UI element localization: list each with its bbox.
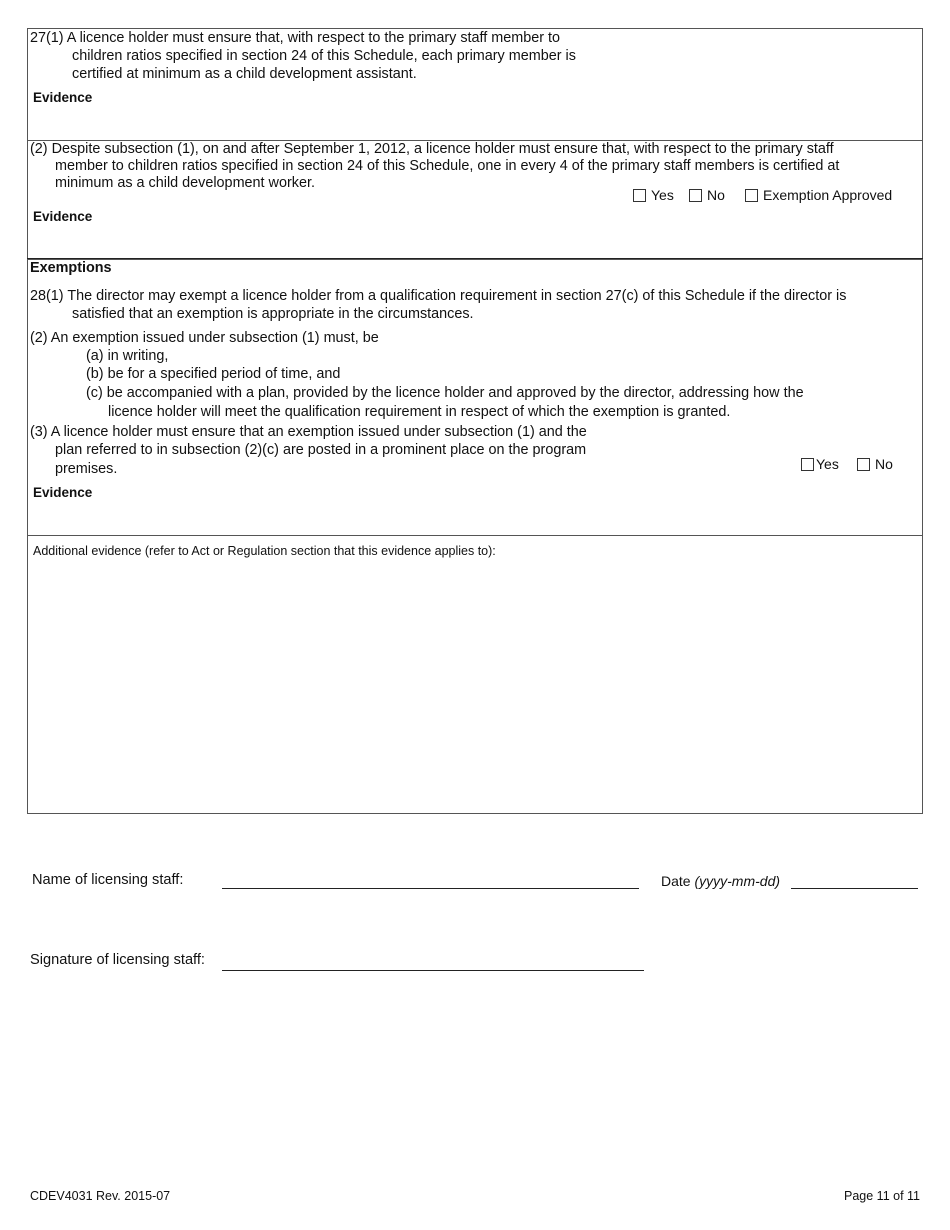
s28-yes-checkbox[interactable]: [801, 455, 839, 473]
date-label-text: Date: [661, 873, 691, 889]
s28-no-checkbox[interactable]: [857, 455, 893, 473]
date-input-line[interactable]: [791, 888, 918, 889]
s27-yes-label: Yes: [651, 187, 674, 203]
s28-para3-line1: (3) A licence holder must ensure that an exemption issued under subsection (1) and the: [30, 424, 587, 440]
s28-para3-line2: plan referred to in subsection (2)(c) are posted in a prominent place on the program: [55, 442, 587, 458]
section-28-top-rule: [27, 258, 923, 259]
s27-exemption-approved-checkbox[interactable]: [745, 186, 892, 204]
s27-para1-line2: children ratios specified in section 24 of this Schedule, each primary member is: [72, 48, 576, 64]
checkbox-icon: [857, 458, 870, 471]
name-input-line[interactable]: [222, 888, 639, 889]
evidence-label-1: Evidence: [33, 90, 93, 105]
date-format-hint: (yyyy-mm-dd): [694, 873, 781, 889]
additional-evidence-box[interactable]: [27, 535, 923, 814]
evidence-label-2: Evidence: [33, 209, 93, 224]
evidence-label-3: Evidence: [33, 485, 93, 500]
date-label: [661, 872, 780, 890]
checkbox-icon: [633, 189, 646, 202]
checkbox-icon: [745, 189, 758, 202]
exemptions-heading: Exemptions: [30, 260, 112, 276]
s27-exemption-approved-label: Exemption Approved: [763, 187, 893, 203]
s28-yes-label: Yes: [816, 456, 839, 472]
signature-input-line[interactable]: [222, 970, 644, 971]
s28-para2-item-c-line1: (c) be accompanied with a plan, provided by the licence holder and approved by the director, addressing how the: [86, 385, 804, 401]
s27-no-checkbox[interactable]: [689, 186, 725, 204]
s28-para2-item-c-line2: licence holder will meet the qualification requirement in respect of which the exemption is granted.: [108, 404, 731, 420]
s28-para1-line2: satisfied that an exemption is appropriate in the circumstances.: [72, 306, 474, 322]
s27-para2-line3: minimum as a child development worker.: [55, 175, 315, 191]
s28-para1-line1: 28(1) The director may exempt a licence holder from a qualification requirement in section 27(c) of this Schedule if the director is: [30, 288, 847, 304]
s28-para2-item-b: (b) be for a specified period of time, and: [86, 366, 341, 382]
page-number: Page 11 of 11: [844, 1189, 920, 1203]
form-code: CDEV4031 Rev. 2015-07: [30, 1189, 171, 1203]
checkbox-icon: [689, 189, 702, 202]
s27-para1-line3: certified at minimum as a child development assistant.: [72, 66, 417, 82]
name-label: Name of licensing staff:: [32, 872, 184, 888]
s27-para2-line2: member to children ratios specified in section 24 of this Schedule, one in every 4 of the primary staff members is certified at: [55, 158, 840, 174]
s27-para2-line1: (2) Despite subsection (1), on and after September 1, 2012, a licence holder must ensure that, with respect to the primary staff: [30, 141, 834, 157]
s28-para2-item-a: (a) in writing,: [86, 348, 169, 364]
s28-para2-line1: (2) An exemption issued under subsection (1) must, be: [30, 330, 379, 346]
s28-para3-line3: premises.: [55, 461, 118, 477]
s27-yes-checkbox[interactable]: [633, 186, 674, 204]
s28-no-label: No: [875, 456, 893, 472]
s27-no-label: No: [707, 187, 725, 203]
additional-evidence-label: Additional evidence (refer to Act or Regulation section that this evidence applies to):: [33, 544, 496, 558]
signature-label: Signature of licensing staff:: [30, 952, 205, 968]
s27-para1-line1: 27(1) A licence holder must ensure that, with respect to the primary staff member to: [30, 30, 561, 46]
checkbox-icon: [801, 458, 814, 471]
